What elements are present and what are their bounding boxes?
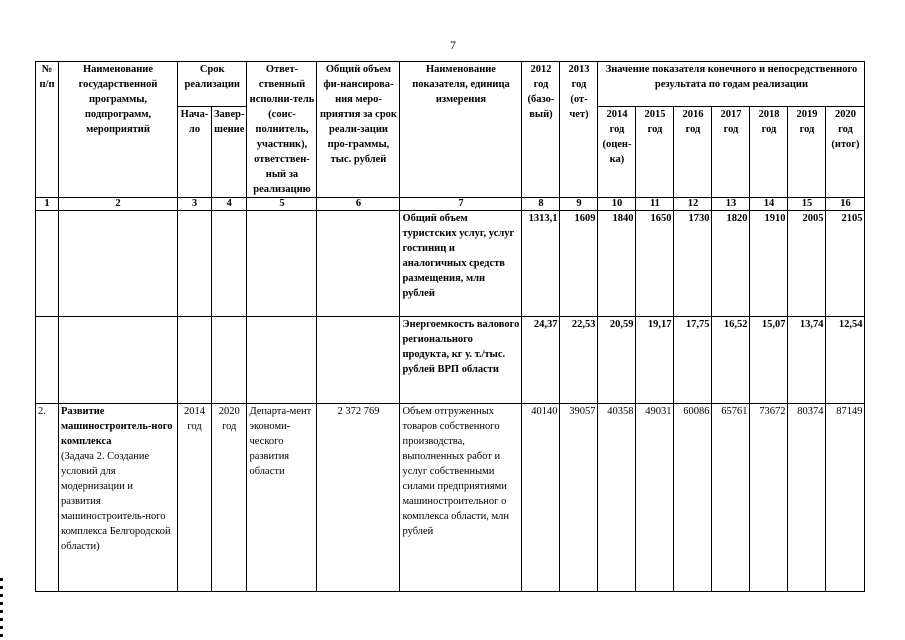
col-number: 12 (674, 198, 712, 211)
row-executor (247, 317, 317, 404)
program-table (35, 61, 865, 592)
row-value-2013: 1609 (560, 211, 598, 317)
header-funding: Общий объем фи-нансирова-ния меро-приятия за срок реали-зации про-граммы, тыс. рублей (317, 62, 400, 198)
row-value-2020: 2105 (826, 211, 865, 317)
table-row (36, 317, 865, 404)
row-executor: Департа-мент экономи-ческого развития области (247, 404, 317, 592)
header-num: № п/п (36, 62, 59, 198)
scan-edge-marks (0, 578, 3, 638)
col-number: 8 (522, 198, 560, 211)
header-values-by-year: Значение показателя конечного и непосредственного результата по годам реализации (598, 62, 865, 107)
col-number: 7 (400, 198, 522, 211)
col-number: 2 (59, 198, 178, 211)
row-value-2016: 17,75 (674, 317, 712, 404)
row-value-2013: 22,53 (560, 317, 598, 404)
row-program-name (59, 404, 178, 592)
header-year-2016: 2016 год (674, 107, 712, 198)
col-number: 11 (636, 198, 674, 211)
col-number: 10 (598, 198, 636, 211)
row-funding (317, 211, 400, 317)
row-indicator: Объем отгруженных товаров собственного производства, выполненных работ и услуг собственными силами предприятиями машиностроительног о комплекса области, млн рублей (400, 404, 522, 592)
col-number: 1 (36, 198, 59, 211)
row-value-2017: 1820 (712, 211, 750, 317)
row-indicator: Энергоемкость валового регионального продукта, кг у. т./тыс. рублей ВРП области (400, 317, 522, 404)
row-start (178, 211, 212, 317)
header-2012: 2012 год (базо-вый) (522, 62, 560, 198)
row-value-2018: 1910 (750, 211, 788, 317)
header-year-2020: 2020 год (итог) (826, 107, 865, 198)
row-value-2012: 40140 (522, 404, 560, 592)
row-value-2014: 1840 (598, 211, 636, 317)
row-value-2014: 20,59 (598, 317, 636, 404)
header-year-2014: 2014 год (оцен-ка) (598, 107, 636, 198)
header-year-2019: 2019 год (788, 107, 826, 198)
header-term: Срок реализации (178, 62, 247, 107)
table-row (36, 404, 865, 592)
row-value-2015: 49031 (636, 404, 674, 592)
column-number-row (36, 198, 865, 211)
row-program-name (59, 317, 178, 404)
table-row (36, 211, 865, 317)
col-number: 6 (317, 198, 400, 211)
header-indicator: Наименование показателя, единица измерения (400, 62, 522, 198)
row-funding: 2 372 769 (317, 404, 400, 592)
row-value-2019: 2005 (788, 211, 826, 317)
row-value-2015: 1650 (636, 211, 674, 317)
row-indicator: Общий объем туристских услуг, услуг гостиниц и аналогичных средств размещения, млн рублей (400, 211, 522, 317)
header-2013: 2013 год (от-чет) (560, 62, 598, 198)
header-end: Завер-шение (212, 107, 247, 198)
col-number: 14 (750, 198, 788, 211)
col-number: 5 (247, 198, 317, 211)
row-program-title: Развитие машиностроитель-ного комплекса (61, 406, 173, 447)
header-program-name: Наименование государственной программы, подпрограмм, мероприятий (59, 62, 178, 198)
row-value-2016: 60086 (674, 404, 712, 592)
row-start: 2014 год (178, 404, 212, 592)
row-value-2015: 19,17 (636, 317, 674, 404)
row-value-2013: 39057 (560, 404, 598, 592)
row-value-2017: 65761 (712, 404, 750, 592)
row-start (178, 317, 212, 404)
row-value-2012: 24,37 (522, 317, 560, 404)
row-value-2016: 1730 (674, 211, 712, 317)
row-end: 2020 год (212, 404, 247, 592)
row-num (36, 317, 59, 404)
row-value-2018: 15,07 (750, 317, 788, 404)
col-number: 9 (560, 198, 598, 211)
row-end (212, 211, 247, 317)
row-value-2020: 12,54 (826, 317, 865, 404)
col-number: 13 (712, 198, 750, 211)
row-funding (317, 317, 400, 404)
header-executor: Ответ-ственный исполни-тель (соис-полнитель, участник), ответствен-ный за реализацию (247, 62, 317, 198)
row-program-task: (Задача 2. Создание условий для модернизации и развития машиностроитель-ного комплекса Белгородской области) (61, 451, 171, 552)
row-executor (247, 211, 317, 317)
page-number: 7 (450, 38, 456, 52)
col-number: 15 (788, 198, 826, 211)
row-value-2012: 1313,1 (522, 211, 560, 317)
header-year-2017: 2017 год (712, 107, 750, 198)
header-year-2018: 2018 год (750, 107, 788, 198)
row-value-2017: 16,52 (712, 317, 750, 404)
row-num (36, 211, 59, 317)
row-end (212, 317, 247, 404)
col-number: 3 (178, 198, 212, 211)
row-program-name (59, 211, 178, 317)
col-number: 16 (826, 198, 865, 211)
row-value-2020: 87149 (826, 404, 865, 592)
row-value-2018: 73672 (750, 404, 788, 592)
row-value-2019: 80374 (788, 404, 826, 592)
row-value-2019: 13,74 (788, 317, 826, 404)
col-number: 4 (212, 198, 247, 211)
row-value-2014: 40358 (598, 404, 636, 592)
row-num: 2. (36, 404, 59, 592)
header-start: Нача-ло (178, 107, 212, 198)
header-year-2015: 2015 год (636, 107, 674, 198)
